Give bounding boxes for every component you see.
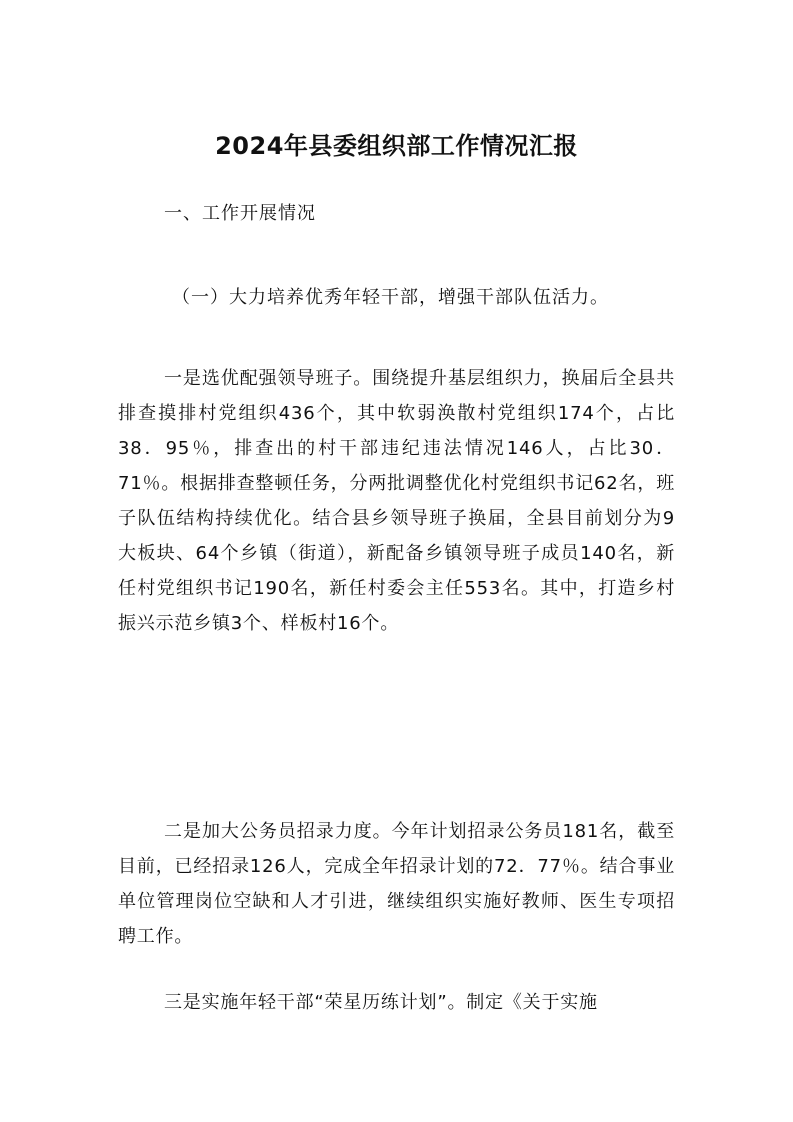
document-title: 2024年县委组织部工作情况汇报: [215, 132, 578, 160]
paragraph-civil-servants: 二是加大公务员招录力度。今年计划招录公务员181名，截至目前，已经招录126人，完成全年招录计划的72．77％。结合事业单位管理岗位空缺和人才引进，继续组织实施好教师、医生专项招聘工作。: [118, 821, 675, 947]
section-heading: 一、工作开展情况: [164, 203, 316, 224]
paragraph-young-cadres: 三是实施年轻干部“荣星历练计划”。制定《关于实施: [164, 992, 598, 1013]
subsection-heading: （一）大力培养优秀年轻干部，增强干部队伍活力。: [172, 287, 609, 308]
paragraph-leadership: 一是选优配强领导班子。围绕提升基层组织力，换届后全县共排查摸排村党组织436个，其中软弱涣散村党组织174个，占比38．95％，排查出的村干部违纪违法情况146人，占比30．71％。根据排查整顿任务，分两批调整优化村党组织书记62名，班子队伍结构持续优化。结合县乡领导班子换届，全县目前划分为9大板块、64个乡镇（街道），新配备乡镇领导班子成员140名，新任村党组织书记190名，新任村委会主任553名。其中，打造乡村振兴示范乡镇3个、样板村16个。: [118, 368, 675, 634]
